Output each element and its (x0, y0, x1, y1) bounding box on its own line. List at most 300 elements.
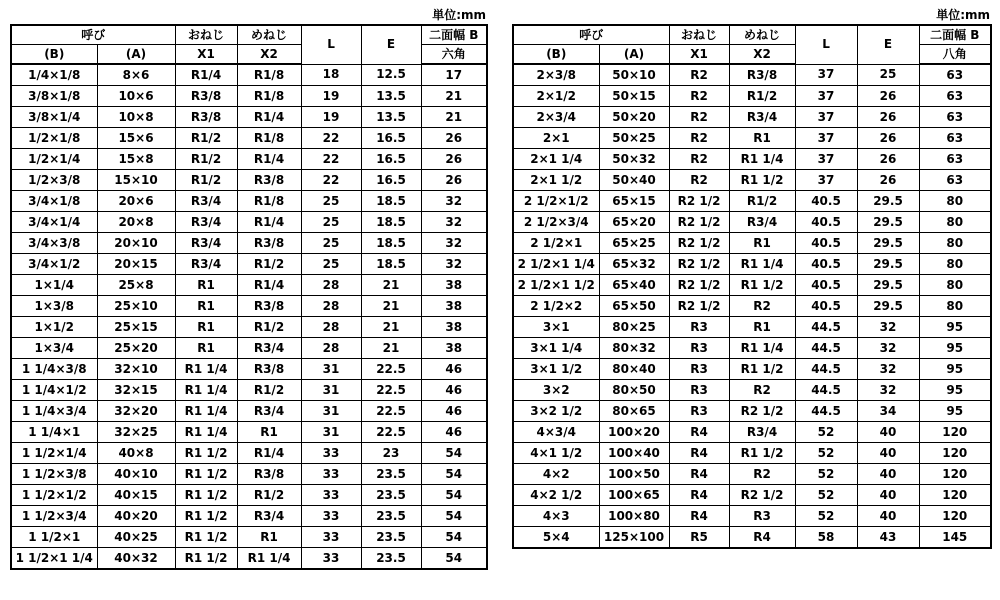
cell-size-a: 50×32 (599, 149, 669, 170)
cell-male-thread: R3/8 (175, 107, 237, 128)
cell-size-a: 65×40 (599, 275, 669, 296)
cell-size-b: 2 1/2×2 (513, 296, 599, 317)
cell-male-thread: R3 (669, 317, 729, 338)
cell-length-l: 19 (301, 86, 361, 107)
cell-width-b: 120 (919, 464, 991, 485)
cell-width-b: 54 (421, 443, 487, 464)
cell-length-e: 23.5 (361, 548, 421, 570)
cell-female-thread: R3/8 (237, 359, 301, 380)
cell-length-e: 32 (857, 317, 919, 338)
cell-size-b: 2 1/2×1 1/2 (513, 275, 599, 296)
cell-size-a: 80×40 (599, 359, 669, 380)
cell-length-e: 40 (857, 506, 919, 527)
cell-size-b: 1×3/8 (11, 296, 97, 317)
cell-length-l: 37 (795, 170, 857, 191)
cell-width-b: 54 (421, 464, 487, 485)
cell-size-a: 20×8 (97, 212, 175, 233)
cell-length-l: 37 (795, 86, 857, 107)
cell-size-a: 100×65 (599, 485, 669, 506)
cell-length-e: 26 (857, 149, 919, 170)
cell-size-b: 4×2 1/2 (513, 485, 599, 506)
cell-female-thread: R1/2 (237, 317, 301, 338)
cell-width-b: 80 (919, 275, 991, 296)
cell-female-thread: R1/4 (237, 275, 301, 296)
cell-size-b: 1×3/4 (11, 338, 97, 359)
cell-length-l: 44.5 (795, 359, 857, 380)
table-row (11, 527, 487, 548)
cell-length-l: 31 (301, 422, 361, 443)
cell-size-a: 80×32 (599, 338, 669, 359)
cell-female-thread: R1/4 (237, 443, 301, 464)
cell-size-a: 65×20 (599, 212, 669, 233)
cell-length-e: 18.5 (361, 212, 421, 233)
cell-width-b: 46 (421, 380, 487, 401)
cell-male-thread: R3/4 (175, 254, 237, 275)
cell-length-l: 22 (301, 128, 361, 149)
cell-female-thread: R1/4 (237, 212, 301, 233)
cell-female-thread: R1/8 (237, 128, 301, 149)
cell-size-a: 50×15 (599, 86, 669, 107)
cell-length-l: 52 (795, 464, 857, 485)
table-row (11, 170, 487, 191)
cell-male-thread: R2 (669, 149, 729, 170)
cell-male-thread: R2 (669, 128, 729, 149)
cell-female-thread: R1 1/2 (729, 443, 795, 464)
cell-width-b: 120 (919, 485, 991, 506)
cell-length-e: 21 (361, 338, 421, 359)
cell-male-thread: R1 1/4 (175, 359, 237, 380)
cell-width-b: 54 (421, 506, 487, 527)
left-table-panel (10, 6, 486, 570)
cell-female-thread: R3/8 (729, 64, 795, 86)
cell-length-e: 23.5 (361, 464, 421, 485)
unit-label: 単位:mm (432, 8, 486, 22)
cell-female-thread: R2 1/2 (729, 485, 795, 506)
cell-size-a: 15×8 (97, 149, 175, 170)
cell-female-thread: R3/4 (237, 506, 301, 527)
cell-length-l: 58 (795, 527, 857, 549)
cell-female-thread: R2 (729, 464, 795, 485)
cell-length-l: 33 (301, 506, 361, 527)
cell-size-b: 1 1/2×3/8 (11, 464, 97, 485)
table-row (11, 86, 487, 107)
table-row (513, 128, 991, 149)
cell-size-b: 2 1/2×1 1/4 (513, 254, 599, 275)
table-row (513, 359, 991, 380)
cell-male-thread: R1 1/2 (175, 506, 237, 527)
cell-female-thread: R1 (237, 527, 301, 548)
cell-size-b: 3/8×1/8 (11, 86, 97, 107)
col-header-yobi: 呼び (513, 25, 669, 45)
cell-female-thread: R4 (729, 527, 795, 549)
col-header-yobi: 呼び (11, 25, 175, 45)
cell-size-a: 25×15 (97, 317, 175, 338)
cell-length-l: 44.5 (795, 338, 857, 359)
col-header-e: E (857, 25, 919, 64)
cell-male-thread: R1/2 (175, 149, 237, 170)
cell-male-thread: R4 (669, 506, 729, 527)
cell-female-thread: R1 1/4 (237, 548, 301, 570)
cell-width-b: 32 (421, 233, 487, 254)
cell-width-b: 63 (919, 64, 991, 86)
cell-size-a: 25×10 (97, 296, 175, 317)
table-row (513, 443, 991, 464)
cell-female-thread: R1/2 (237, 254, 301, 275)
cell-male-thread: R2 (669, 64, 729, 86)
cell-male-thread: R1 1/2 (175, 443, 237, 464)
cell-size-b: 2×3/8 (513, 64, 599, 86)
cell-length-e: 13.5 (361, 86, 421, 107)
table-row (513, 149, 991, 170)
cell-size-a: 32×20 (97, 401, 175, 422)
cell-length-l: 40.5 (795, 233, 857, 254)
cell-male-thread: R1 (175, 296, 237, 317)
cell-length-l: 52 (795, 485, 857, 506)
cell-length-l: 28 (301, 296, 361, 317)
cell-size-b: 1 1/4×1 (11, 422, 97, 443)
cell-size-b: 1×1/4 (11, 275, 97, 296)
cell-size-b: 3×1 (513, 317, 599, 338)
cell-size-b: 1/4×1/8 (11, 64, 97, 86)
table-row (11, 464, 487, 485)
cell-length-e: 16.5 (361, 149, 421, 170)
cell-length-e: 43 (857, 527, 919, 549)
cell-female-thread: R3/4 (237, 338, 301, 359)
cell-width-b: 46 (421, 401, 487, 422)
cell-size-b: 1 1/4×3/8 (11, 359, 97, 380)
cell-size-a: 80×50 (599, 380, 669, 401)
cell-male-thread: R1 1/4 (175, 380, 237, 401)
table-row (11, 338, 487, 359)
cell-size-a: 15×6 (97, 128, 175, 149)
cell-female-thread: R1 1/2 (729, 275, 795, 296)
table-row (513, 212, 991, 233)
col-header-shape: 六角 (421, 45, 487, 65)
cell-length-e: 22.5 (361, 422, 421, 443)
cell-size-b: 3×1 1/4 (513, 338, 599, 359)
cell-male-thread: R3 (669, 338, 729, 359)
table-row (513, 401, 991, 422)
cell-size-b: 1/2×3/8 (11, 170, 97, 191)
cell-size-b: 3×2 (513, 380, 599, 401)
cell-male-thread: R2 (669, 170, 729, 191)
cell-length-e: 26 (857, 107, 919, 128)
col-header-x2: X2 (729, 45, 795, 65)
cell-size-a: 40×20 (97, 506, 175, 527)
cell-length-e: 40 (857, 422, 919, 443)
cell-length-l: 44.5 (795, 401, 857, 422)
cell-size-b: 3/4×3/8 (11, 233, 97, 254)
cell-size-b: 1×1/2 (11, 317, 97, 338)
cell-size-a: 25×20 (97, 338, 175, 359)
cell-size-a: 100×40 (599, 443, 669, 464)
dimension-table-left (10, 24, 488, 570)
cell-width-b: 95 (919, 380, 991, 401)
cell-width-b: 26 (421, 128, 487, 149)
table-row (11, 422, 487, 443)
cell-male-thread: R1 (175, 317, 237, 338)
col-header-e: E (361, 25, 421, 64)
cell-width-b: 26 (421, 149, 487, 170)
cell-width-b: 120 (919, 422, 991, 443)
cell-size-b: 1 1/4×1/2 (11, 380, 97, 401)
cell-size-b: 1 1/2×1 1/4 (11, 548, 97, 570)
cell-length-l: 33 (301, 548, 361, 570)
cell-size-b: 2×1 1/4 (513, 149, 599, 170)
cell-length-l: 33 (301, 527, 361, 548)
cell-male-thread: R2 1/2 (669, 296, 729, 317)
unit-label: 単位:mm (936, 8, 990, 22)
cell-size-a: 20×15 (97, 254, 175, 275)
cell-male-thread: R2 (669, 107, 729, 128)
cell-length-e: 25 (857, 64, 919, 86)
cell-male-thread: R1 1/2 (175, 548, 237, 570)
cell-female-thread: R1/2 (237, 485, 301, 506)
cell-size-a: 10×6 (97, 86, 175, 107)
cell-size-a: 50×25 (599, 128, 669, 149)
cell-size-b: 4×3/4 (513, 422, 599, 443)
cell-length-e: 40 (857, 485, 919, 506)
cell-length-l: 25 (301, 212, 361, 233)
cell-size-b: 5×4 (513, 527, 599, 549)
cell-length-l: 31 (301, 359, 361, 380)
cell-size-a: 80×65 (599, 401, 669, 422)
cell-female-thread: R1/2 (729, 191, 795, 212)
cell-length-e: 22.5 (361, 380, 421, 401)
cell-width-b: 32 (421, 212, 487, 233)
right-table-panel (512, 6, 990, 549)
cell-male-thread: R1/2 (175, 128, 237, 149)
cell-width-b: 38 (421, 317, 487, 338)
cell-length-e: 29.5 (857, 275, 919, 296)
cell-female-thread: R3/4 (729, 422, 795, 443)
cell-size-a: 15×10 (97, 170, 175, 191)
cell-length-e: 29.5 (857, 191, 919, 212)
cell-width-b: 145 (919, 527, 991, 549)
cell-size-b: 1/2×1/4 (11, 149, 97, 170)
col-header-x2: X2 (237, 45, 301, 65)
table-row (11, 149, 487, 170)
table-row (11, 359, 487, 380)
cell-width-b: 32 (421, 254, 487, 275)
cell-male-thread: R1 1/2 (175, 527, 237, 548)
cell-length-l: 37 (795, 128, 857, 149)
cell-female-thread: R3/8 (237, 170, 301, 191)
cell-female-thread: R1/8 (237, 64, 301, 86)
cell-width-b: 63 (919, 149, 991, 170)
cell-length-l: 28 (301, 338, 361, 359)
cell-size-b: 3×1 1/2 (513, 359, 599, 380)
cell-female-thread: R1/8 (237, 86, 301, 107)
cell-size-a: 50×20 (599, 107, 669, 128)
cell-size-a: 32×25 (97, 422, 175, 443)
cell-female-thread: R3/4 (237, 401, 301, 422)
cell-size-a: 40×15 (97, 485, 175, 506)
cell-female-thread: R1 1/2 (729, 359, 795, 380)
cell-size-b: 1 1/4×3/4 (11, 401, 97, 422)
cell-length-l: 28 (301, 317, 361, 338)
cell-length-e: 40 (857, 464, 919, 485)
cell-length-e: 16.5 (361, 128, 421, 149)
table-row (513, 233, 991, 254)
table-row (11, 401, 487, 422)
cell-length-l: 33 (301, 443, 361, 464)
cell-length-e: 29.5 (857, 254, 919, 275)
cell-length-l: 31 (301, 401, 361, 422)
table-row (11, 296, 487, 317)
cell-length-l: 22 (301, 170, 361, 191)
cell-size-b: 2 1/2×1/2 (513, 191, 599, 212)
cell-male-thread: R5 (669, 527, 729, 549)
table-row (11, 212, 487, 233)
table-row (11, 254, 487, 275)
cell-male-thread: R2 1/2 (669, 233, 729, 254)
col-header-meneji: めねじ (237, 25, 301, 45)
cell-length-e: 23.5 (361, 485, 421, 506)
table-row (11, 64, 487, 86)
table-row (11, 485, 487, 506)
cell-width-b: 63 (919, 128, 991, 149)
cell-width-b: 26 (421, 170, 487, 191)
table-row (513, 527, 991, 549)
cell-length-e: 21 (361, 317, 421, 338)
cell-male-thread: R3/4 (175, 212, 237, 233)
col-header-l: L (301, 25, 361, 64)
cell-male-thread: R1/4 (175, 64, 237, 86)
cell-size-a: 50×40 (599, 170, 669, 191)
dimension-table-right (512, 24, 992, 549)
table-row (513, 275, 991, 296)
cell-width-b: 120 (919, 443, 991, 464)
cell-size-b: 3/4×1/4 (11, 212, 97, 233)
table-row (11, 128, 487, 149)
cell-length-l: 40.5 (795, 275, 857, 296)
cell-size-b: 2 1/2×3/4 (513, 212, 599, 233)
cell-size-a: 100×50 (599, 464, 669, 485)
cell-size-b: 4×1 1/2 (513, 443, 599, 464)
table-row (11, 275, 487, 296)
cell-male-thread: R2 (669, 86, 729, 107)
table-row (11, 506, 487, 527)
cell-length-e: 18.5 (361, 233, 421, 254)
cell-male-thread: R1 (175, 338, 237, 359)
cell-female-thread: R1 1/2 (729, 170, 795, 191)
cell-length-e: 40 (857, 443, 919, 464)
cell-width-b: 38 (421, 338, 487, 359)
table-row (513, 506, 991, 527)
cell-female-thread: R2 1/2 (729, 401, 795, 422)
table-row (11, 233, 487, 254)
cell-size-a: 40×32 (97, 548, 175, 570)
cell-length-l: 40.5 (795, 254, 857, 275)
cell-size-b: 1 1/2×1 (11, 527, 97, 548)
cell-width-b: 80 (919, 191, 991, 212)
cell-length-l: 40.5 (795, 191, 857, 212)
cell-length-l: 44.5 (795, 317, 857, 338)
cell-female-thread: R1 (237, 422, 301, 443)
cell-male-thread: R1 1/4 (175, 422, 237, 443)
cell-width-b: 63 (919, 107, 991, 128)
cell-width-b: 95 (919, 401, 991, 422)
cell-length-l: 25 (301, 191, 361, 212)
cell-length-e: 13.5 (361, 107, 421, 128)
cell-size-a: 8×6 (97, 64, 175, 86)
table-row (11, 317, 487, 338)
cell-length-l: 52 (795, 443, 857, 464)
cell-length-e: 21 (361, 275, 421, 296)
cell-female-thread: R3/8 (237, 464, 301, 485)
cell-male-thread: R1 1/4 (175, 401, 237, 422)
cell-length-l: 25 (301, 233, 361, 254)
cell-width-b: 21 (421, 86, 487, 107)
cell-width-b: 95 (919, 359, 991, 380)
cell-length-e: 32 (857, 380, 919, 401)
cell-size-b: 1 1/2×1/4 (11, 443, 97, 464)
col-header-l: L (795, 25, 857, 64)
table-row (513, 191, 991, 212)
cell-width-b: 32 (421, 191, 487, 212)
col-header-b: (B) (513, 45, 599, 65)
cell-width-b: 38 (421, 296, 487, 317)
cell-male-thread: R2 1/2 (669, 275, 729, 296)
cell-length-l: 33 (301, 464, 361, 485)
cell-size-a: 65×15 (599, 191, 669, 212)
cell-width-b: 95 (919, 317, 991, 338)
cell-female-thread: R3/8 (237, 233, 301, 254)
cell-length-e: 29.5 (857, 212, 919, 233)
cell-length-e: 22.5 (361, 401, 421, 422)
cell-width-b: 80 (919, 254, 991, 275)
cell-width-b: 80 (919, 296, 991, 317)
table-row (513, 464, 991, 485)
cell-length-l: 40.5 (795, 296, 857, 317)
cell-female-thread: R2 (729, 380, 795, 401)
col-header-x1: X1 (669, 45, 729, 65)
cell-female-thread: R1/4 (237, 107, 301, 128)
cell-male-thread: R3 (669, 401, 729, 422)
table-row (513, 485, 991, 506)
cell-female-thread: R1 1/4 (729, 338, 795, 359)
cell-length-e: 29.5 (857, 233, 919, 254)
cell-female-thread: R1 (729, 317, 795, 338)
cell-size-a: 100×20 (599, 422, 669, 443)
cell-length-l: 40.5 (795, 212, 857, 233)
cell-female-thread: R3/4 (729, 107, 795, 128)
cell-size-b: 1 1/2×1/2 (11, 485, 97, 506)
col-header-shape: 八角 (919, 45, 991, 65)
cell-length-e: 22.5 (361, 359, 421, 380)
cell-female-thread: R1 1/4 (729, 254, 795, 275)
cell-length-l: 22 (301, 149, 361, 170)
cell-size-b: 2×1 (513, 128, 599, 149)
cell-female-thread: R3 (729, 506, 795, 527)
cell-size-a: 125×100 (599, 527, 669, 549)
cell-length-e: 18.5 (361, 254, 421, 275)
cell-female-thread: R1/2 (237, 380, 301, 401)
cell-length-e: 32 (857, 338, 919, 359)
table-row (513, 380, 991, 401)
cell-size-a: 10×8 (97, 107, 175, 128)
cell-length-l: 31 (301, 380, 361, 401)
cell-size-a: 100×80 (599, 506, 669, 527)
cell-male-thread: R3/4 (175, 233, 237, 254)
table-row (513, 170, 991, 191)
cell-width-b: 80 (919, 233, 991, 254)
cell-size-a: 65×50 (599, 296, 669, 317)
cell-male-thread: R3/4 (175, 191, 237, 212)
cell-male-thread: R2 1/2 (669, 254, 729, 275)
cell-width-b: 54 (421, 527, 487, 548)
